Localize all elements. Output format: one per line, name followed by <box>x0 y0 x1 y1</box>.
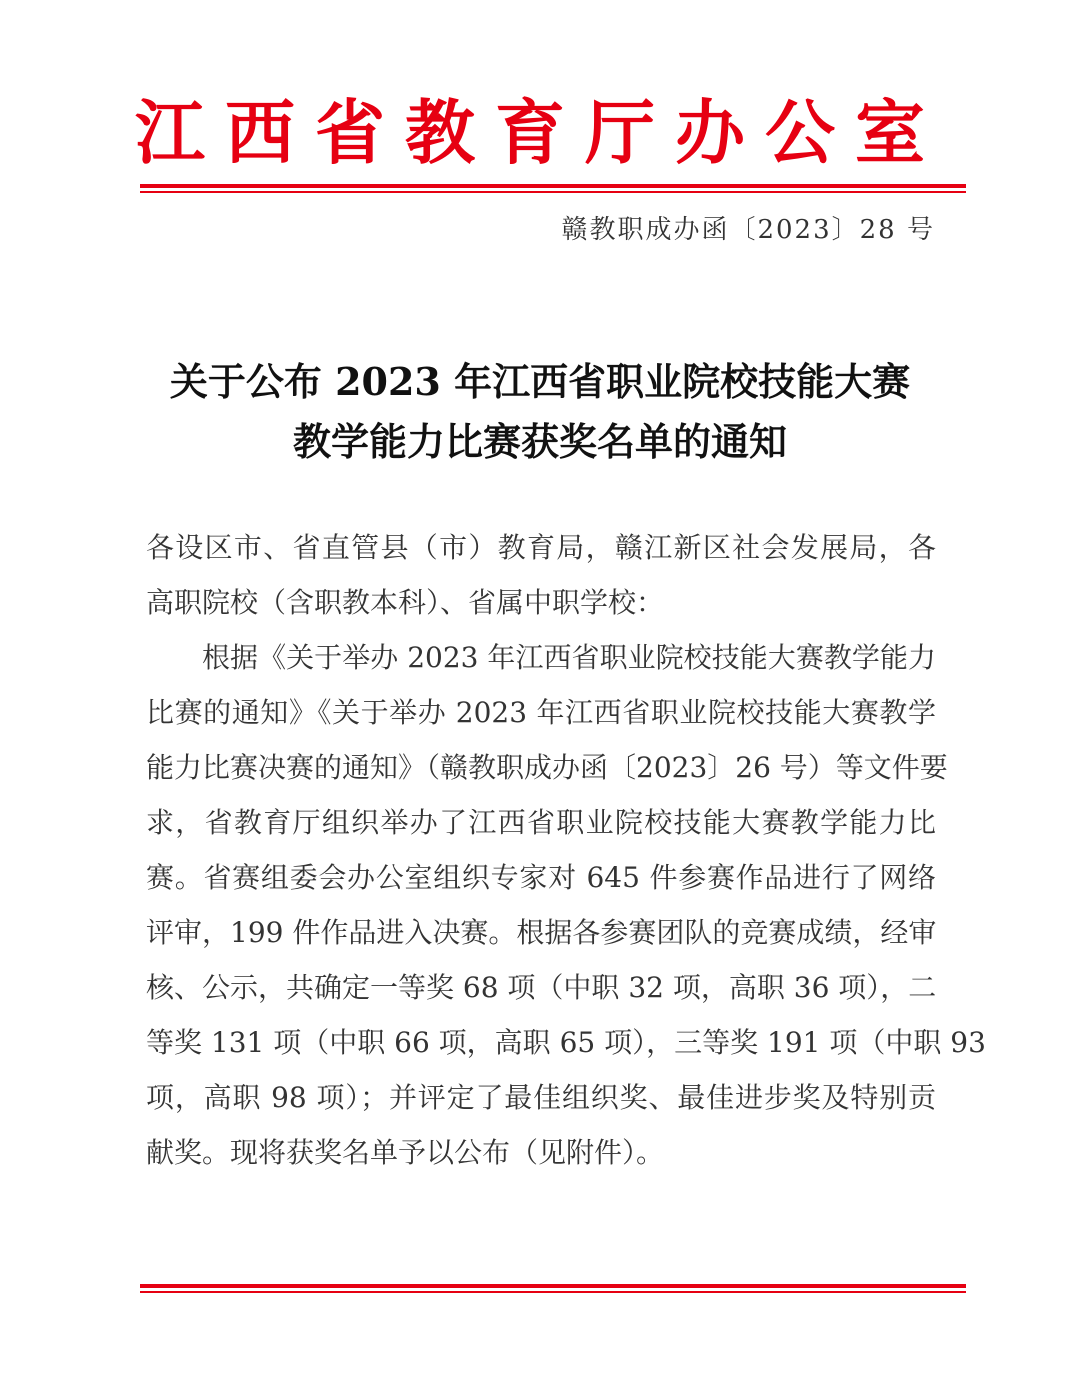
body-line: 等奖 131 项（中职 66 项，高职 65 项），三等奖 191 项（中职 93 <box>146 1026 986 1059</box>
body-line-addressee: 各设区市、省直管县（市）教育局，赣江新区社会发展局，各 <box>146 531 936 564</box>
footer-rule-thin <box>140 1291 966 1293</box>
body-line: 献奖。现将获奖名单予以公布（见附件）。 <box>146 1136 665 1169</box>
body-line: 评审，199 件作品进入决赛。根据各参赛团队的竞赛成绩，经审 <box>146 916 937 949</box>
footer-rule-thick <box>140 1284 966 1288</box>
notice-title-line: 教学能力比赛获奖名单的通知 <box>292 419 787 464</box>
body-line: 项，高职 98 项）；并评定了最佳组织奖、最佳进步奖及特别贡 <box>146 1081 936 1114</box>
notice-body <box>146 520 986 1180</box>
body-line: 核、公示，共确定一等奖 68 项（中职 32 项，高职 36 项），二 <box>146 971 937 1004</box>
notice-title-line: 关于公布 2023 年江西省职业院校技能大赛 <box>169 359 911 404</box>
body-line: 赛。省赛组委会办公室组织专家对 645 件参赛作品进行了网络 <box>146 861 936 894</box>
body-line-addressee: 高职院校（含职教本科）、省属中职学校： <box>146 586 665 619</box>
issuer-title: 江西省教育厅办公室 <box>135 92 945 174</box>
body-line: 求，省教育厅组织举办了江西省职业院校技能大赛教学能力比 <box>146 806 936 839</box>
body-line: 根据《关于举办 2023 年江西省职业院校技能大赛教学能力 <box>202 641 936 674</box>
notice-title <box>0 352 1080 472</box>
document-number: 赣教职成办函〔2023〕28 号 <box>561 215 935 245</box>
header-rule-thin <box>140 191 966 193</box>
body-line: 比赛的通知》《关于举办 2023 年江西省职业院校技能大赛教学 <box>146 696 936 729</box>
header-rule-thick <box>140 184 966 188</box>
body-line: 能力比赛决赛的通知》（赣教职成办函〔2023〕26 号）等文件要 <box>146 751 948 784</box>
